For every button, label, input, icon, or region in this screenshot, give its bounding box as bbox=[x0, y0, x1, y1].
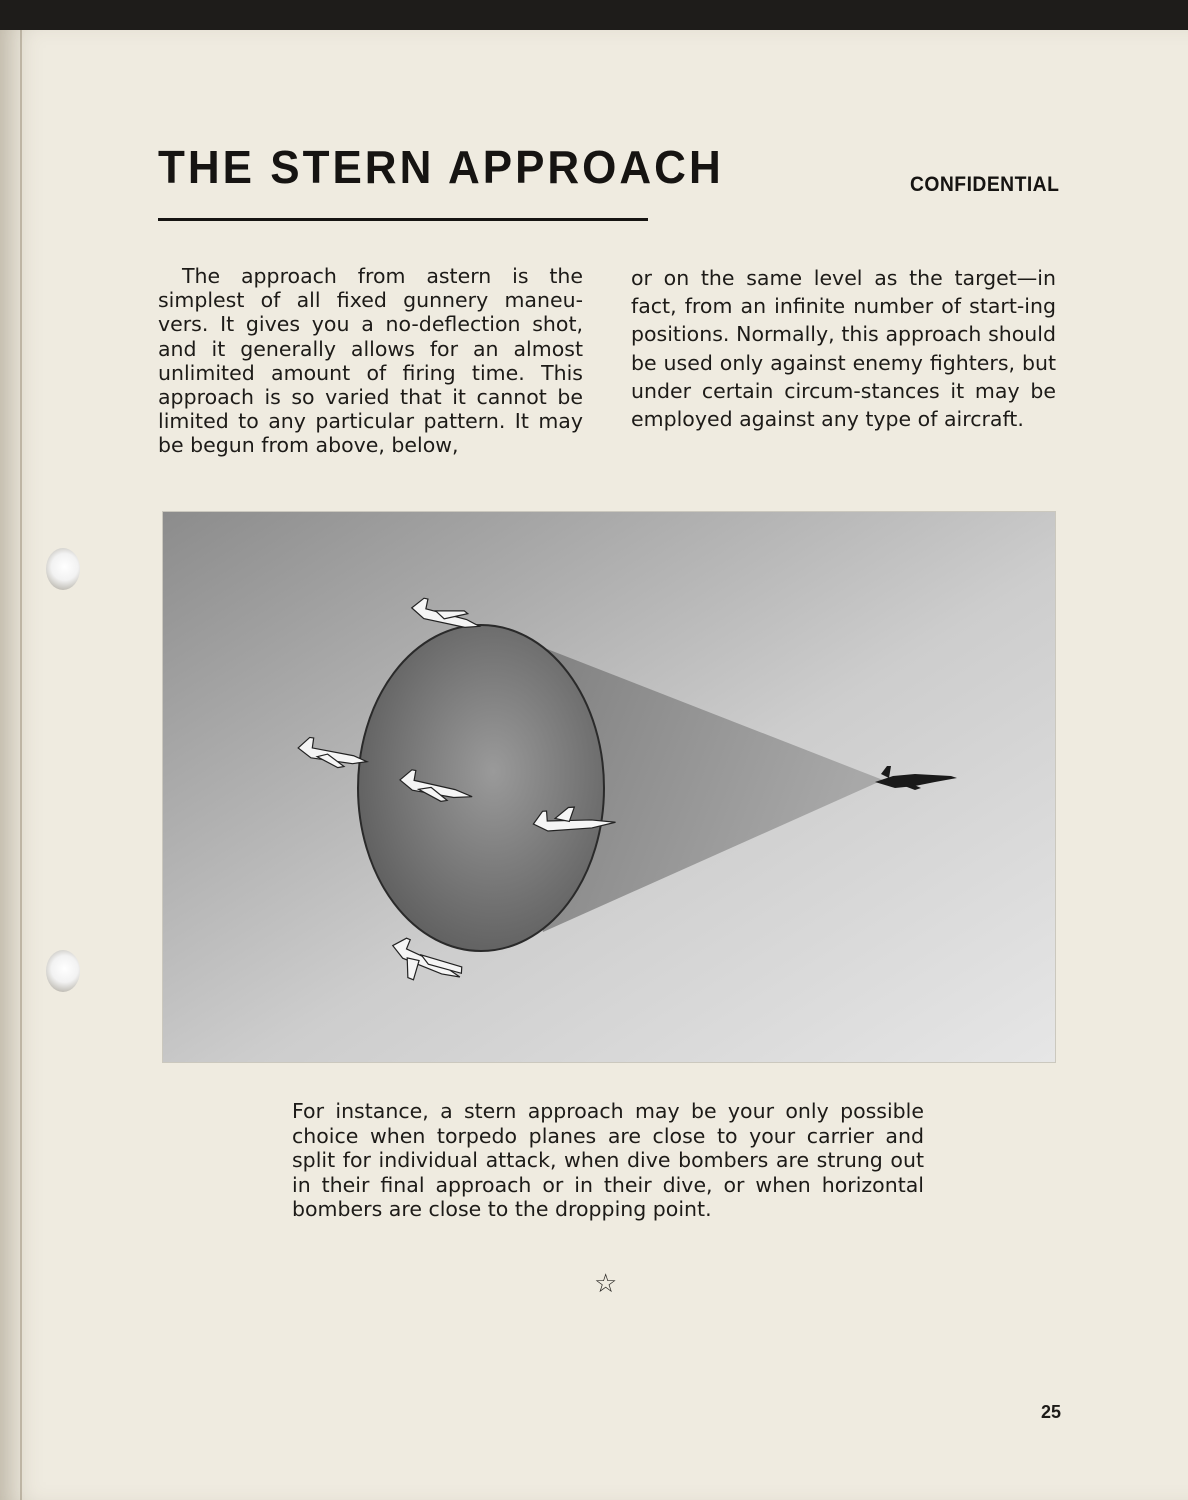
page-title: THE STERN APPROACH bbox=[158, 142, 724, 194]
book-page bbox=[0, 30, 1188, 1500]
page-binding-edge bbox=[20, 30, 22, 1500]
title-underline bbox=[158, 218, 648, 221]
body-text-left-column: The approach from astern is the simplest of all fixed gunnery maneu-vers. It gives you a no-deflection shot, and it generally allows for an almost unlimited amount of firing time. This approach is so varied that it cannot be limited to any particular pattern. It may be begun from above, below, bbox=[158, 264, 583, 458]
classification-label: CONFIDENTIAL bbox=[910, 173, 1060, 196]
star-icon: ☆ bbox=[594, 1269, 618, 1299]
body-text-right-column: or on the same level as the target—in fact, from an infinite number of start-ing positions. Normally, this approach should be used only against enemy fighters, but under certain circum-stances it may be employed against any type of aircraft. bbox=[631, 266, 1056, 432]
binder-hole-top bbox=[46, 548, 80, 590]
binder-hole-bottom bbox=[46, 950, 80, 992]
page-number: 25 bbox=[1041, 1402, 1062, 1422]
cone-base-disc bbox=[358, 625, 604, 951]
stern-approach-cone-illustration bbox=[163, 512, 1055, 1062]
caption-text: For instance, a stern approach may be your only possible choice when torpedo planes are close to your carrier and split for individual attack, when dive bombers are strung out in their final approach or in their dive, or when horizontal bombers are close to the dropping point. bbox=[292, 1099, 924, 1221]
